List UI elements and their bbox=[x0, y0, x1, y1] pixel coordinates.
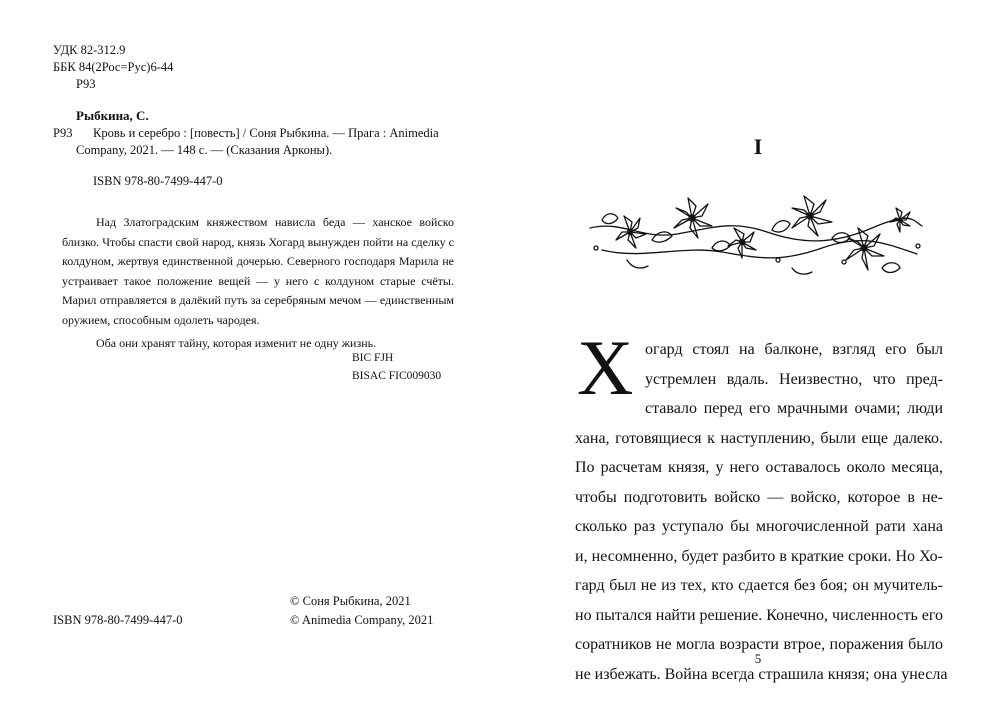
copyright-publisher: © Animedia Company, 2021 bbox=[290, 613, 434, 627]
page-number: 5 bbox=[754, 651, 762, 666]
udk-code: УДК 82-312.9 bbox=[53, 43, 126, 57]
text-line: устремлен вдаль. Неизвестно, что пред- bbox=[645, 370, 943, 388]
text-line: соратников не могла возрасти втрое, поражения было bbox=[575, 636, 943, 653]
bibliographic-line-1: Кровь и серебро : [повесть] / Соня Рыбкина. — Прага : Animedia bbox=[93, 126, 439, 140]
book-annotation bbox=[62, 213, 454, 354]
author-sign-top: Р93 bbox=[76, 77, 96, 91]
floral-vine-ornament-icon bbox=[582, 190, 927, 280]
isbn-bottom: ISBN 978-80-7499-447-0 bbox=[53, 613, 183, 627]
chapter-number: I bbox=[753, 134, 763, 159]
chapter-text bbox=[575, 324, 948, 689]
text-line: чтобы подготовить войско — войско, которое в не- bbox=[575, 488, 943, 506]
copyright-author: © Соня Рыбкина, 2021 bbox=[290, 594, 411, 608]
bic-code: BIC FJH bbox=[352, 352, 394, 364]
bibliographic-line-2: Company, 2021. — 148 с. — (Сказания Арконы). bbox=[76, 143, 333, 157]
author-heading: Рыбкина, С. bbox=[76, 108, 149, 123]
author-sign: Р93 bbox=[53, 126, 73, 140]
text-line: гард был не из тех, кто сдается без боя; он мучитель- bbox=[575, 577, 943, 594]
annotation-paragraph-2: Оба они хранят тайну, которая изменит не одну жизнь. bbox=[96, 336, 377, 350]
isbn-top: ISBN 978-80-7499-447-0 bbox=[93, 174, 223, 188]
text-line: огард стоял на балконе, взгляд его был bbox=[645, 341, 943, 358]
text-line: но пытался найти решение. Конечно, численность его bbox=[575, 606, 944, 624]
text-line: и, несомненно, будет разбито в краткие сроки. Но Хо- bbox=[575, 547, 943, 565]
bisac-code: BISAC FIC009030 bbox=[352, 370, 442, 382]
text-line: По расчетам князя, у него оставалось около месяца, bbox=[575, 459, 943, 476]
text-line: не избежать. Война всегда страшила князя; она унесла bbox=[575, 665, 948, 683]
text-line: ставало перед его мрачными очами; люди bbox=[645, 400, 943, 417]
text-line: хана, готовящиеся к наступлению, были еще далеко. bbox=[575, 429, 943, 447]
drop-cap: Х bbox=[577, 324, 634, 411]
bbk-code: ББК 84(2Рос=Рус)6-44 bbox=[53, 60, 174, 74]
text-line: сколько раз уступало бы многочисленной рати хана bbox=[575, 518, 943, 535]
annotation-paragraph-1: Над Златоградским княжеством нависла беда — ханское войско близко. Чтобы спасти свой народ, князь Хогард вынужден пойти на сделку с колдуном, жертвуя единственной дочерью. Северного господаря Марила не устраивает такое положение вещей — у него с колдуном старые счёты. Марил отправляется в далёкий путь за серебряным мечом — единственным оружием, способным одолеть чародея. bbox=[62, 215, 454, 327]
right-page-chapter bbox=[500, 0, 1000, 710]
